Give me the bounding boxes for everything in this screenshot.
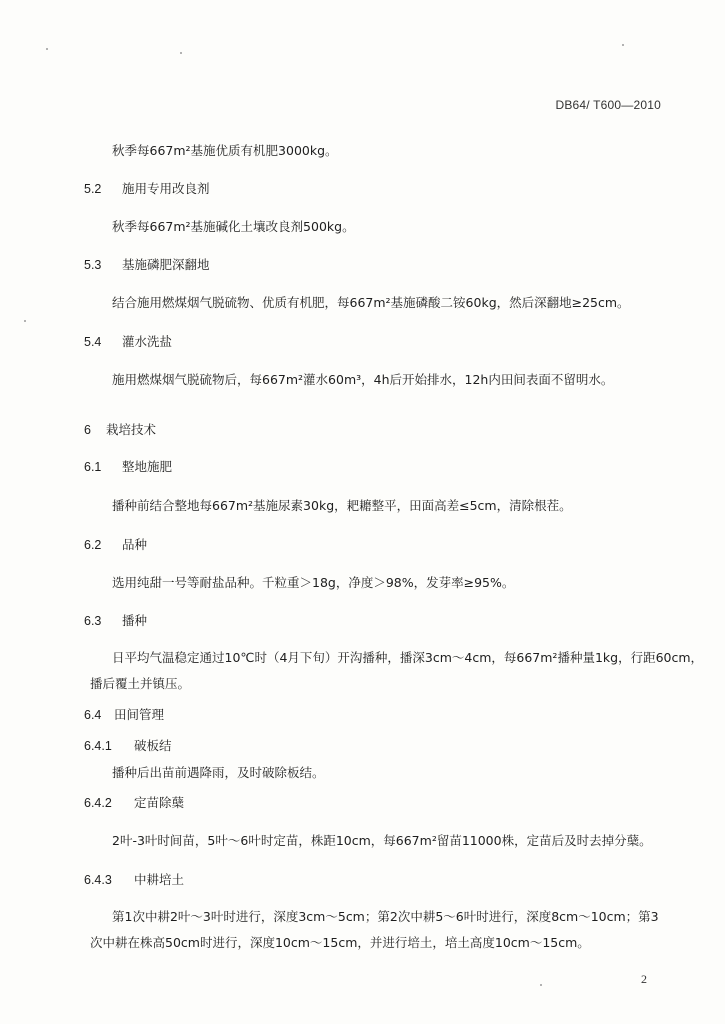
section-title: 整地施肥 (122, 459, 173, 474)
paragraph-6-4-2: 2叶-3叶时间苗，5叶～6叶时定苗，株距10cm，每667m²留苗11000株，定苗后及时去掉分蘖。 (112, 833, 652, 848)
section-heading-6-4-3 (84, 872, 184, 888)
paragraph-6-1: 播种前结合整地每667m²基施尿素30kg，耙耱整平，田面高差≤5cm，清除根茬。 (112, 498, 572, 513)
section-title: 施用专用改良剂 (122, 181, 210, 196)
section-title: 中耕培土 (134, 872, 185, 887)
scan-speck (46, 48, 48, 50)
section-heading-6-1 (84, 459, 172, 475)
paragraph-6-3-line-2: 播后覆土并镇压。 (90, 676, 191, 691)
section-heading-6-2 (84, 537, 147, 553)
section-number: 5.4 (84, 335, 102, 349)
section-title: 定苗除蘖 (134, 795, 185, 810)
section-number: 6.1 (84, 460, 102, 474)
section-number: 5.3 (84, 258, 102, 272)
section-heading-5-2 (84, 181, 210, 197)
paragraph-6-4-3-line-2: 次中耕在株高50cm时进行，深度10cm～15cm，并进行培土，培土高度10cm～15cm。 (90, 935, 590, 950)
paragraph-6-2: 选用纯甜一号等耐盐品种。千粒重＞18g，净度＞98%，发芽率≥95%。 (112, 575, 515, 590)
section-title: 播种 (122, 613, 148, 628)
section-number: 6 (84, 423, 91, 437)
section-heading-6-4-2 (84, 795, 184, 811)
paragraph-5-3: 结合施用燃煤烟气脱硫物、优质有机肥，每667m²基施磷酸二铵60kg，然后深翻地≥25cm。 (112, 295, 630, 310)
section-title: 灌水洗盐 (122, 334, 173, 349)
scan-speck (540, 984, 542, 986)
section-heading-6 (84, 422, 156, 438)
section-heading-5-4 (84, 334, 172, 350)
section-number: 6.2 (84, 538, 102, 552)
document-code: DB64/ T600—2010 (555, 98, 661, 112)
section-title: 栽培技术 (106, 422, 157, 437)
scan-speck (622, 44, 624, 46)
section-heading-6-3 (84, 613, 147, 629)
section-number: 5.2 (84, 182, 102, 196)
paragraph-6-4-1: 播种后出苗前遇降雨，及时破除板结。 (112, 765, 325, 780)
section-number: 6.4.3 (84, 873, 112, 887)
section-number: 6.3 (84, 614, 102, 628)
scan-speck (24, 320, 26, 322)
section-heading-5-3 (84, 257, 210, 273)
paragraph-6-3-line-1: 日平均气温稳定通过10℃时（4月下旬）开沟播种，播深3cm～4cm，每667m²播种量1kg，行距60cm， (112, 650, 704, 665)
section-title: 破板结 (134, 738, 172, 753)
section-title: 品种 (122, 537, 148, 552)
section-heading-6-4 (84, 707, 164, 723)
paragraph-6-4-3-line-1: 第1次中耕2叶～3叶时进行，深度3cm～5cm；第2次中耕5～6叶时进行，深度8cm～10cm；第3 (112, 909, 659, 924)
scan-speck (180, 52, 182, 54)
section-number: 6.4 (84, 708, 102, 722)
section-number: 6.4.1 (84, 739, 112, 753)
paragraph-5-2: 秋季每667m²基施碱化土壤改良剂500kg。 (112, 219, 355, 234)
paragraph-5-1-continued: 秋季每667m²基施优质有机肥3000kg。 (112, 143, 338, 158)
section-heading-6-4-1 (84, 738, 172, 754)
section-number: 6.4.2 (84, 796, 112, 810)
section-title: 田间管理 (114, 707, 165, 722)
page-number: 2 (641, 972, 647, 986)
section-title: 基施磷肥深翻地 (122, 257, 210, 272)
paragraph-5-4: 施用燃煤烟气脱硫物后，每667m²灌水60m³，4h后开始排水，12h内田间表面不留明水。 (112, 372, 614, 387)
